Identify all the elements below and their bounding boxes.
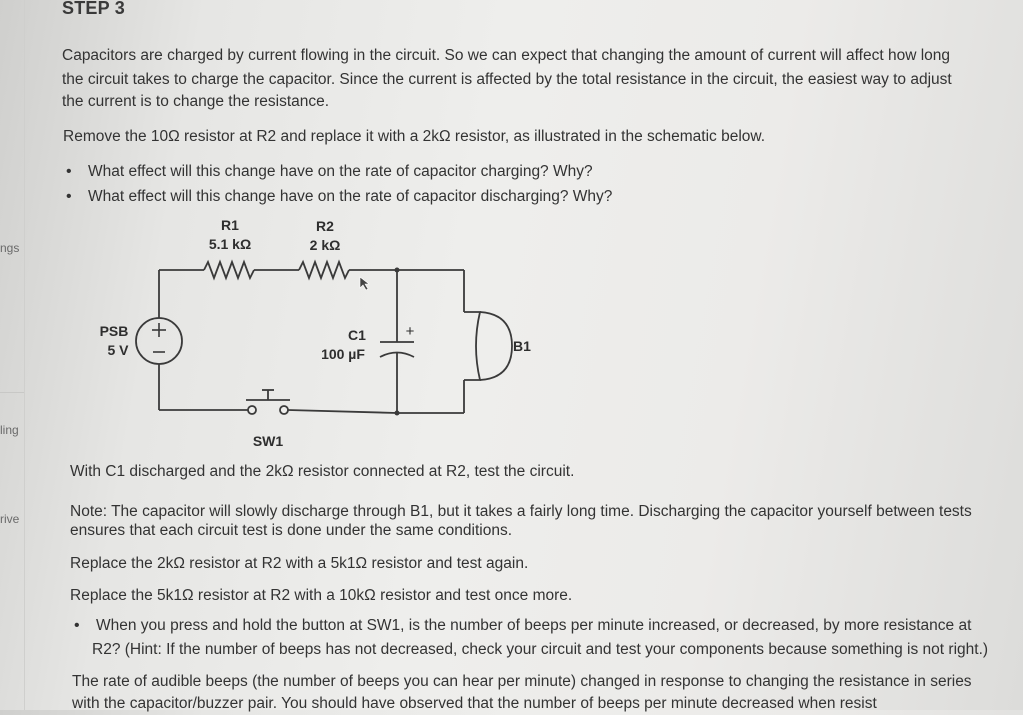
bullet-dot: •: [74, 617, 80, 634]
b1-buzzer: [464, 312, 480, 380]
junction-dot: [395, 411, 400, 416]
sidebar-item-label: rive: [0, 512, 20, 526]
question-text: What effect will this change have on the rate of capacitor discharging? Why?: [88, 188, 613, 205]
step-title: STEP 3: [62, 0, 125, 18]
r2-resistor: [299, 262, 349, 278]
c1-value: 100 µF: [321, 346, 365, 362]
instruction-text: Remove the 10Ω resistor at R2 and replace it with a 2kΩ resistor, as illustrated in the schematic below.: [63, 128, 766, 145]
note-line-2: ensures that each circuit test is done under the same conditions.: [70, 522, 512, 539]
bullet-dot: •: [66, 188, 72, 205]
r1-resistor: [204, 262, 254, 278]
sw1-contact: [280, 406, 288, 414]
conclusion-line-1: The rate of audible beeps (the number of beeps you can hear per minute) changed in response to changing the resistance in series: [72, 673, 972, 690]
sw1-contact: [248, 406, 256, 414]
sw1-label: SW1: [252, 433, 284, 449]
r1-label: R1: [221, 217, 239, 233]
question-item: [74, 614, 971, 637]
intro-line-3: the current is to change the resistance.: [62, 93, 330, 110]
question-text: What effect will this change have on the rate of capacitor charging? Why?: [88, 163, 593, 180]
sidebar-item-drive[interactable]: [0, 512, 19, 526]
intro-line-1: Capacitors are charged by current flowing in the circuit. So we can expect that changing the amount of current will affect how long: [62, 47, 951, 64]
r2-label: R2: [316, 218, 334, 234]
b1-label: B1: [513, 338, 531, 354]
psb-value: 5 V: [107, 342, 129, 358]
c1-plus-sign: +: [405, 323, 415, 340]
sidebar-item-label: ngs: [0, 241, 20, 255]
question-text-continued: R2? (Hint: If the number of beeps has not decreased, check your circuit and test your components because something is not right.): [92, 641, 989, 658]
intro-line-2: the circuit takes to charge the capacitor. Since the current is affected by the total resistance in the circuit, the easiest way to adjust: [62, 71, 952, 88]
replace-instruction-1: Replace the 2kΩ resistor at R2 with a 5k1Ω resistor and test again.: [70, 555, 529, 572]
sidebar-item-label: ling: [0, 423, 19, 437]
c1-label: C1: [348, 327, 366, 343]
r1-value: 5.1 kΩ: [208, 236, 252, 252]
conclusion-line-2: with the capacitor/buzzer pair. You should have observed that the number of beeps per minute decreased when resist: [72, 695, 877, 712]
psb-label: PSB: [99, 323, 129, 339]
bullet-dot: •: [66, 163, 72, 180]
junction-dot: [395, 268, 400, 273]
replace-instruction-2: Replace the 5k1Ω resistor at R2 with a 10kΩ resistor and test once more.: [70, 587, 573, 604]
test-instruction: With C1 discharged and the 2kΩ resistor connected at R2, test the circuit.: [70, 463, 575, 480]
note-line-1: Note: The capacitor will slowly discharge through B1, but it takes a fairly long time. Discharging the capacitor yourself between tests: [70, 503, 972, 520]
r2-value: 2 kΩ: [309, 237, 341, 253]
mouse-cursor-icon: [360, 277, 369, 290]
question-text: When you press and hold the button at SW1, is the number of beeps per minute increased, or decreased, by more resistance at: [96, 617, 972, 634]
